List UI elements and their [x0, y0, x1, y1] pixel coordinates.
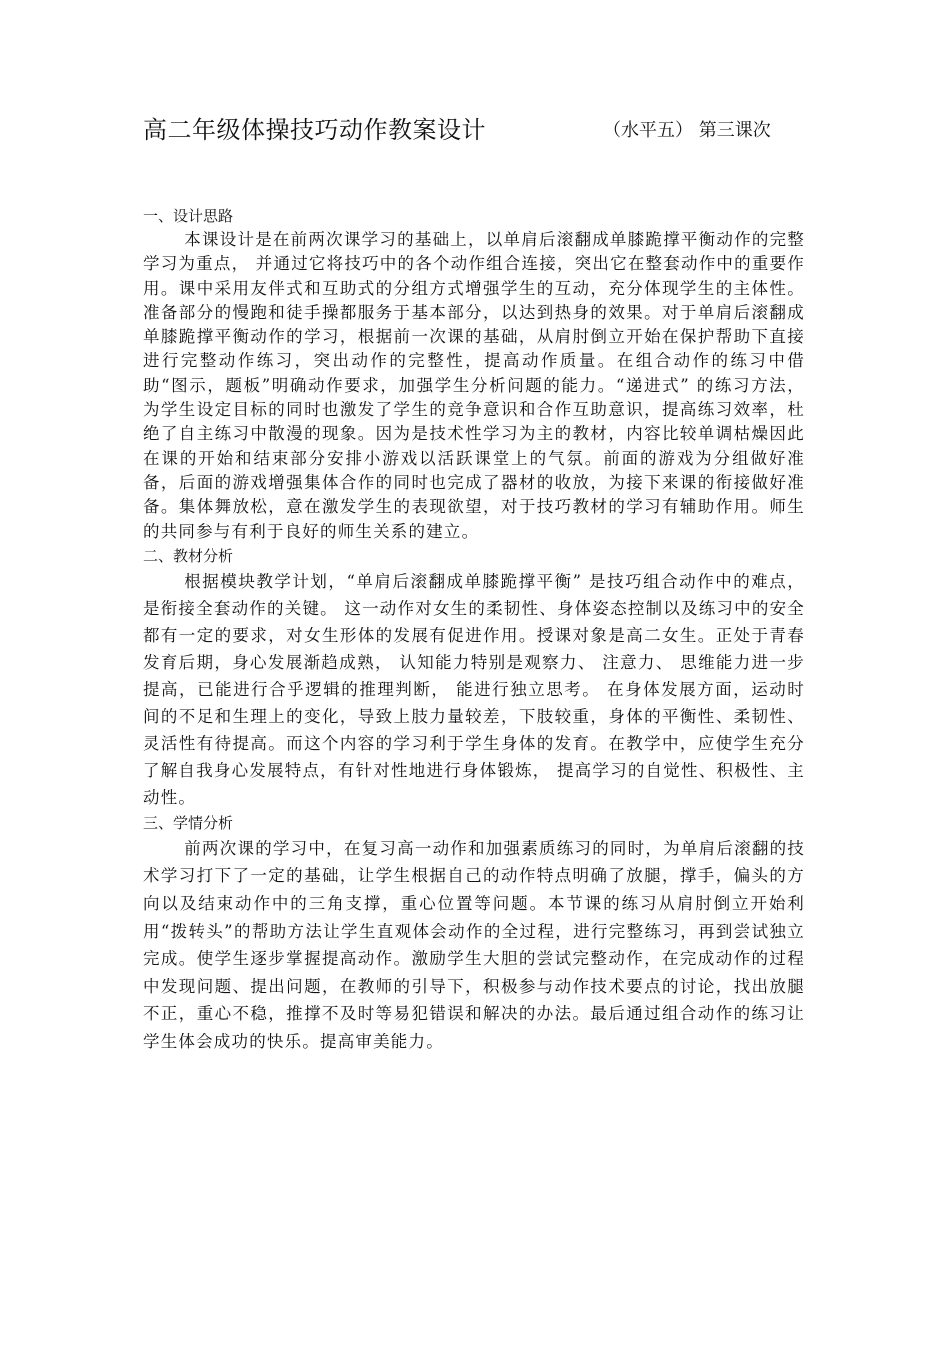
- section-material-analysis: [143, 544, 805, 811]
- section-heading: 二、教材分析: [143, 546, 234, 565]
- document-subtitle: （水平五） 第三课次: [603, 120, 771, 141]
- section-student-analysis: [143, 811, 805, 1056]
- document-body: [143, 204, 805, 1056]
- section-paragraph: 前两次课的学习中，在复习高一动作和加强素质练习的同时，为单肩后滚翻的技术学习打下了一定的基础，让学生根据自己的动作特点明确了放腿，撑手，偏头的方向以及结束动作中的三角支撑，重心位置等问题。本节课的练习从肩肘倒立开始利用“拨转头”的帮助方法让学生直观体会动作的全过程，进行完整练习，再到尝试独立完成。使学生逐步掌握提高动作。激励学生大胆的尝试完整动作，在完成动作的过程中发现问题、提出问题，在教师的引导下，积极参与动作技术要点的讨论，找出放腿不正，重心不稳，推撑不及时等易犯错误和解决的办法。最后通过组合动作的练习让学生体会成功的快乐。提高审美能力。: [143, 838, 805, 1052]
- section-paragraph: 本课设计是在前两次课学习的基础上，以单肩后滚翻成单膝跪撑平衡动作的完整学习为重点， 并通过它将技巧中的各个动作组合连接，突出它在整套动作中的重要作用。课中采用友伴式和互助式的分组方式增强学生的互动，充分体现学生的主体性。准备部分的慢跑和徒手操都服务于基本部分，以达到热身的效果。对于单肩后滚翻成单膝跪撑平衡动作的学习，根据前一次课的基础，从肩肘倒立开始在保护帮助下直接进行完整动作练习，突出动作的完整性，提高动作质量。在组合动作的练习中借助“图示，题板”明确动作要求，加强学生分析问题的能力。“递进式” 的练习方法， 为学生设定目标的同时也激发了学生的竞争意识和合作互助意识，提高练习效率，杜绝了自主练习中散漫的现象。因为是技术性学习为主的教材，内容比较单调枯燥因此在课的开始和结束部分安排小游戏以活跃课堂上的气氛。前面的游戏为分组做好准备，后面的游戏增强集体合作的同时也完成了器材的收放，为接下来课的衔接做好准备。集体舞放松，意在激发学生的表现欲望，对于技巧教材的学习有辅助作用。师生的共同参与有利于良好的师生关系的建立。: [143, 230, 805, 541]
- section-heading: 三、学情分析: [143, 813, 234, 832]
- title-row: [143, 110, 823, 150]
- section-paragraph: 根据模块教学计划，“单肩后滚翻成单膝跪撑平衡” 是技巧组合动作中的难点， 是衔接全套动作的关键。 这一动作对女生的柔韧性、身体姿态控制以及练习中的安全都有一定的要求，对女生形体的发展有促进作用。授课对象是高二女生。正处于青春发育后期，身心发展渐趋成熟， 认知能力特别是观察力、 注意力、 思维能力进一步提高，已能进行合乎逻辑的推理判断， 能进行独立思考。 在身体发展方面，运动时间的不足和生理上的变化，导致上肢力量较差，下肢较重，身体的平衡性、柔韧性、灵活性有待提高。而这个内容的学习利于学生身体的发育。在教学中，应使学生充分了解自我身心发展特点，有针对性地进行身体锻炼， 提高学习的自觉性、积极性、主动性。: [143, 571, 805, 807]
- section-design-idea: [143, 204, 805, 544]
- document-title: 高二年级体操技巧动作教案设计: [143, 116, 486, 144]
- section-heading: 一、设计思路: [143, 207, 234, 225]
